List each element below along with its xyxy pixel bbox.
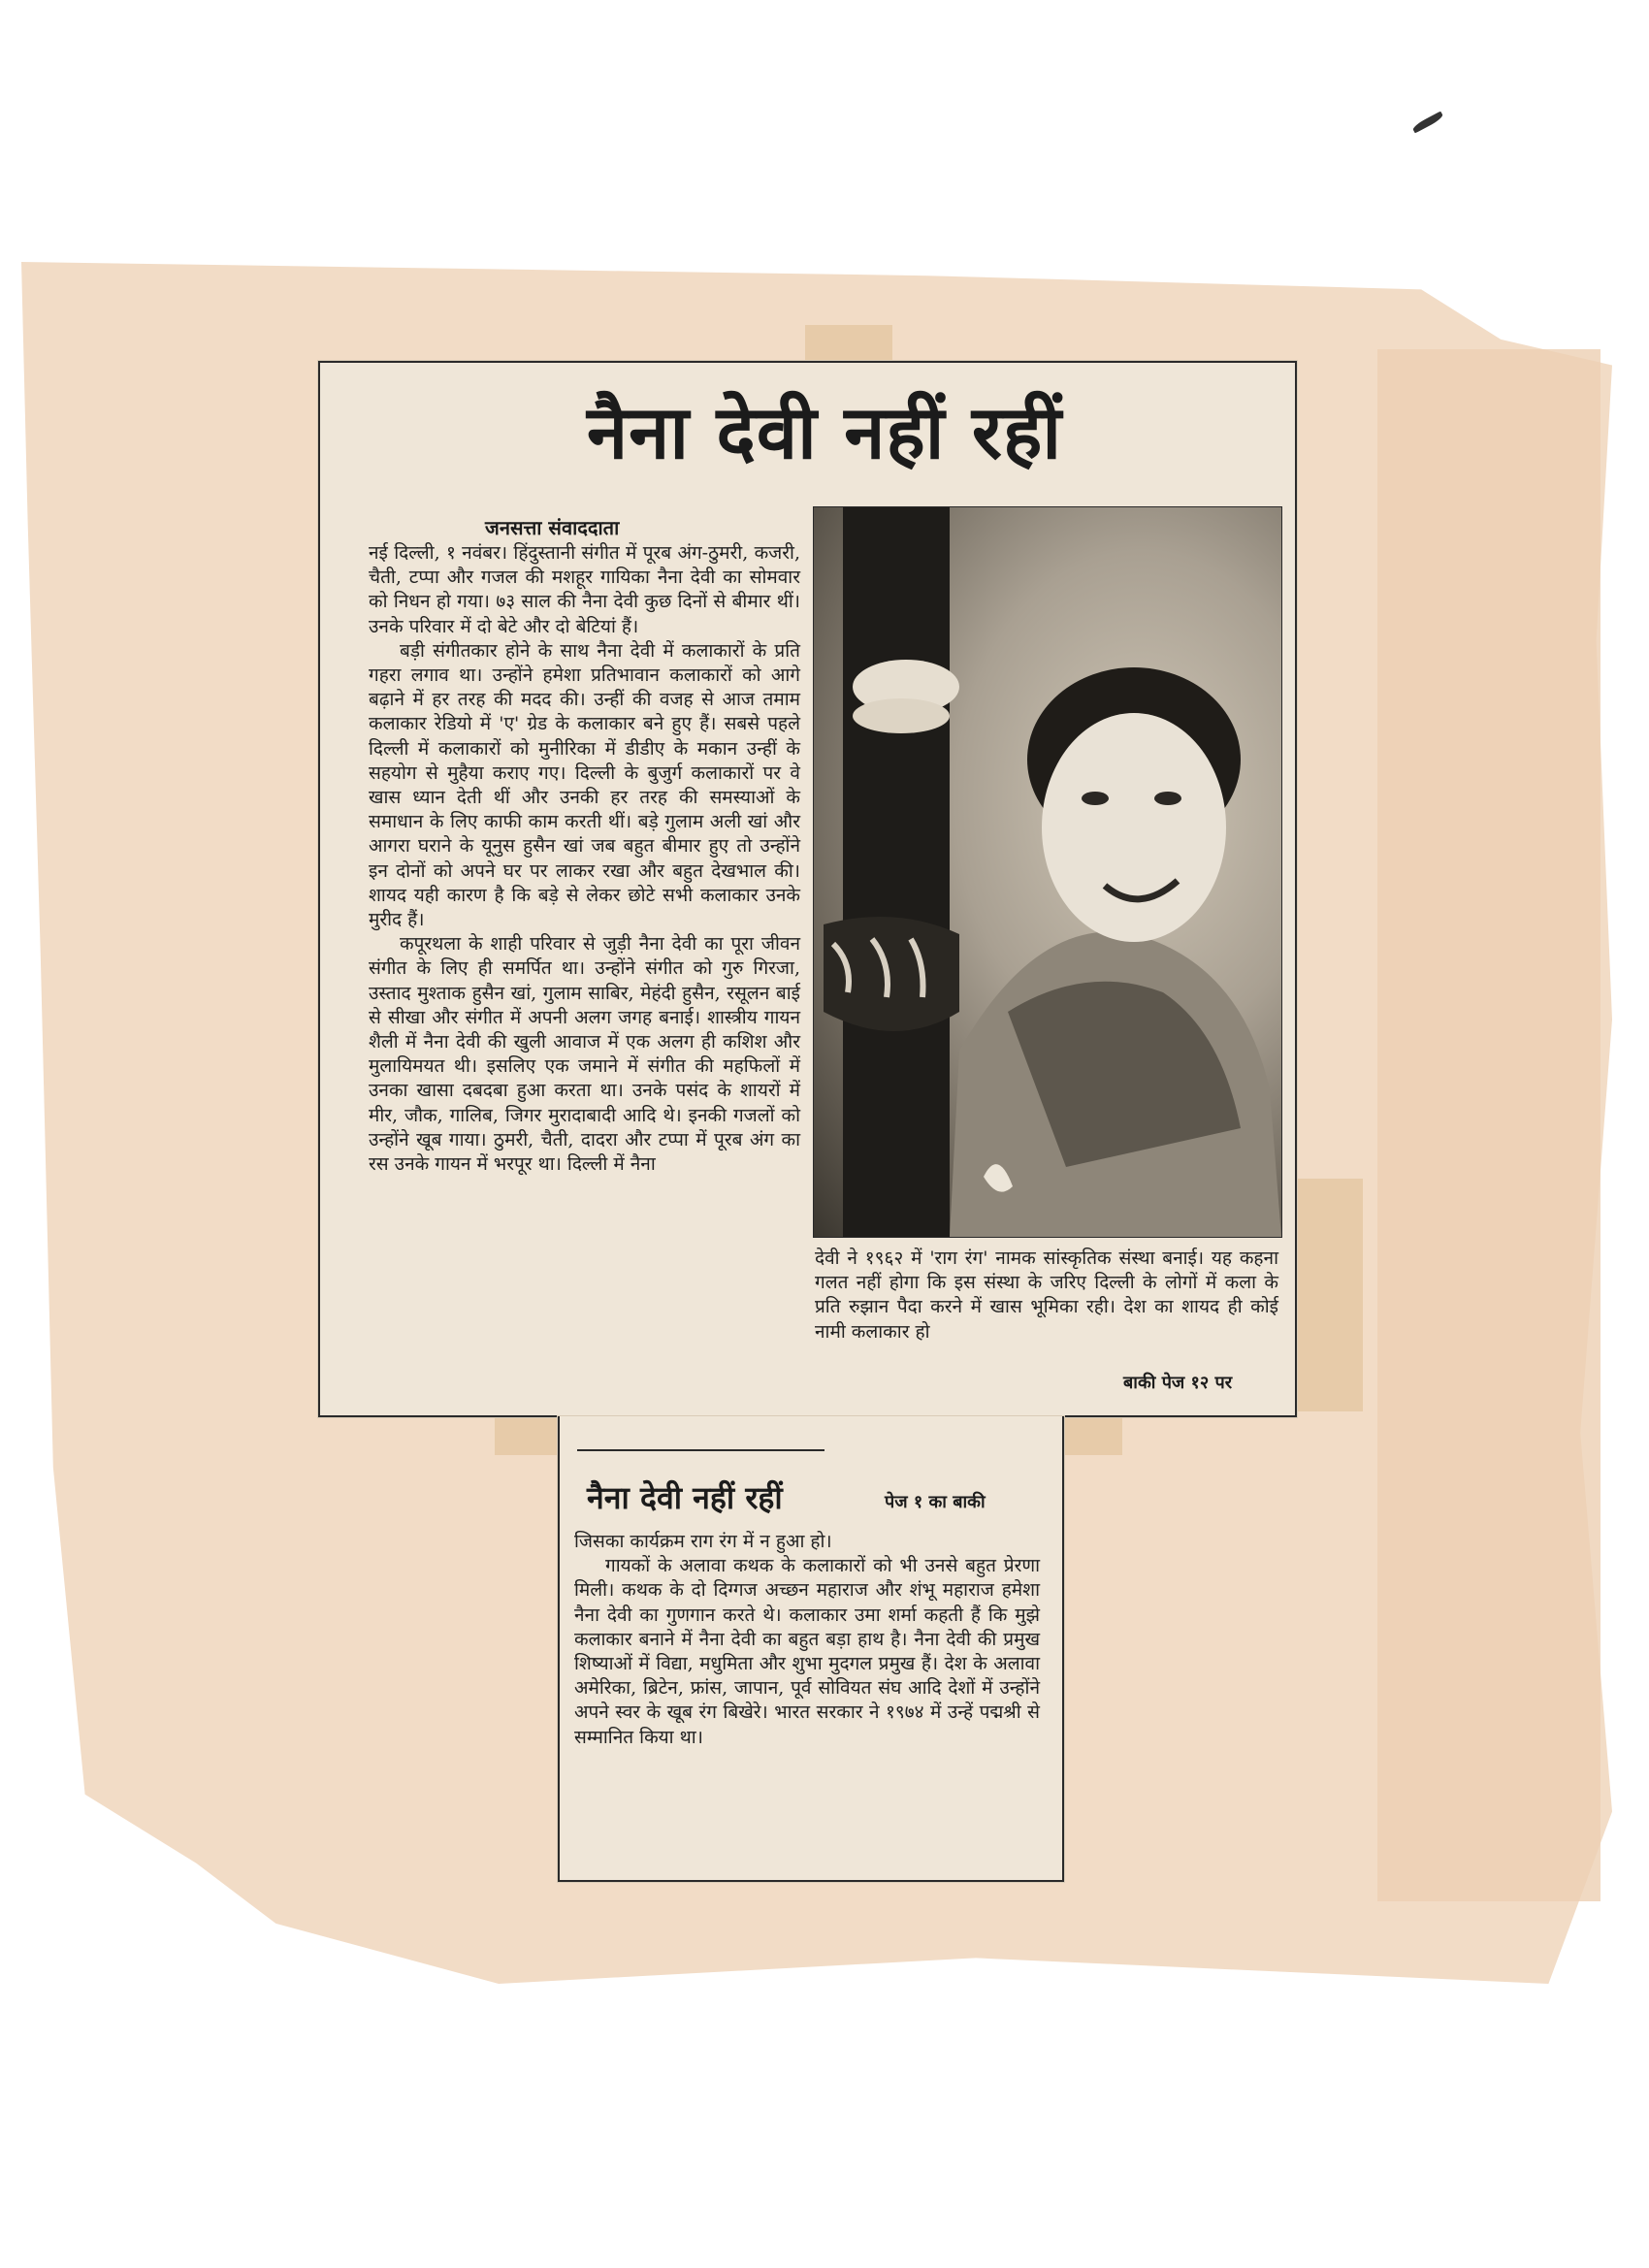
ink-mark <box>1411 111 1444 133</box>
article-paragraph: नई दिल्ली, १ नवंबर। हिंदुस्तानी संगीत में पूरब अंग-ठुमरी, कजरी, चैती, टप्पा और गजल की मशहूर गायिका नैना देवी का सोमवार को निधन हो गया। ७३ साल की नैना देवी कुछ दिनों से बीमार थीं। उनके परिवार में दो बेटे और दो बेटियां हैं। <box>369 542 800 637</box>
continued-on-page: बाकी पेज १२ पर <box>1123 1373 1233 1393</box>
tape-strip <box>495 1411 563 1455</box>
continuation-column <box>574 1530 1040 1750</box>
article-paragraph: बड़ी संगीतकार होने के साथ नैना देवी में कलाकारों के प्रति गहरा लगाव था। उन्होंने हमेशा प्रतिभावान कलाकारों को आगे बढ़ाने में हर तरह की मदद की। उन्हीं की वजह से आज तमाम कलाकार रेडियो में 'ए' ग्रेड के कलाकार बने हुए हैं। सबसे पहले दिल्ली में कलाकारों को मुनीरिका में डीडीए के मकान उन्हीं के सहयोग से मुहैया कराए गए। दिल्ली के बुजुर्ग कलाकारों पर वे खास ध्यान देती थीं और उनकी हर तरह की समस्याओं के समाधान के लिए काफी काम करती थीं। बड़े गुलाम अली खां और आगरा घराने के यूनुस हुसैन खां जब बहुत बीमार हुए तो उन्होंने इन दोनों को अपने घर पर लाकर रखा और बहुत देखभाल की। शायद यही कारण है कि बड़े से लेकर छोटे सभी कलाकार उनके मुरीद हैं। <box>369 639 800 931</box>
article-left-column <box>369 541 800 1177</box>
article-paragraph: कपूरथला के शाही परिवार से जुड़ी नैना देवी का पूरा जीवन संगीत के लिए ही समर्पित था। उन्होंने संगीत को गुरु गिरजा, उस्ताद मुश्ताक हुसैन खां, गुलाम साबिर, मेहंदी हुसैन, रसूलन बाई से सीखा और संगीत में अपनी अलग जगह बनाई। शास्त्रीय गायन शैली में नैना देवी की खुली आवाज में एक अलग ही कशिश और मुलायिमयत थी। इसलिए एक जमाने में संगीत की महफिलों में उनका खासा दबदबा हुआ करता था। उनके पसंद के शायरों में मीर, जौक, गालिब, जिगर मुरादाबादी आदि थे। इनकी गजलों को उन्होंने खूब गाया। ठुमरी, चैती, दादरा और टप्पा में पूरब अंग का रस उनके गायन में भरपूर था। दिल्ली में नैना <box>369 933 800 1176</box>
continuation-headline: नैना देवी नहीं रहीं <box>587 1479 783 1516</box>
article-headline: नैना देवी नहीं रहीं <box>586 389 1063 475</box>
portrait-illustration <box>814 507 1281 1237</box>
tape-strip <box>1295 1179 1363 1411</box>
backing-stain <box>1377 349 1600 1901</box>
continuation-subhead: पेज १ का बाकी <box>885 1492 986 1512</box>
article-right-column <box>815 1247 1278 1345</box>
tape-strip <box>805 325 892 364</box>
continuation-paragraph: गायकों के अलावा कथक के कलाकारों को भी उनसे बहुत प्रेरणा मिली। कथक के दो दिग्गज अच्छन महाराज और शंभू महाराज हमेशा नैना देवी का गुणगान करते थे। कलाकार उमा शर्मा कहती हैं कि मुझे कलाकार बनाने में नैना देवी का बहुत बड़ा हाथ है। नैना देवी की प्रमुख शिष्याओं में विद्या, मधुमिता और शुभा मुदगल प्रमुख हैं। देश के अलावा अमेरिका, ब्रिटेन, फ्रांस, जापान, पूर्व सोवियत संघ आदि देशों में उन्होंने अपने स्वर के खूब रंग बिखेरे। भारत सरकार ने १९७४ में उन्हें पद्मश्री से सम्मानित किया था। <box>574 1555 1040 1748</box>
continuation-paragraph: जिसका कार्यक्रम राग रंग में न हुआ हो। <box>574 1531 832 1552</box>
article-paragraph: देवी ने १९६२ में 'राग रंग' नामक सांस्कृतिक संस्था बनाई। यह कहना गलत नहीं होगा कि इस संस्था के जरिए दिल्ली के लोगों में कला के प्रति रुझान पैदा करने में खास भूमिका रही। देश का शायद ही कोई नामी कलाकार हो <box>815 1247 1278 1343</box>
article-byline: जनसत्ता संवाददाता <box>485 516 620 539</box>
portrait-photo <box>813 506 1282 1238</box>
continuation-rule <box>577 1449 824 1451</box>
